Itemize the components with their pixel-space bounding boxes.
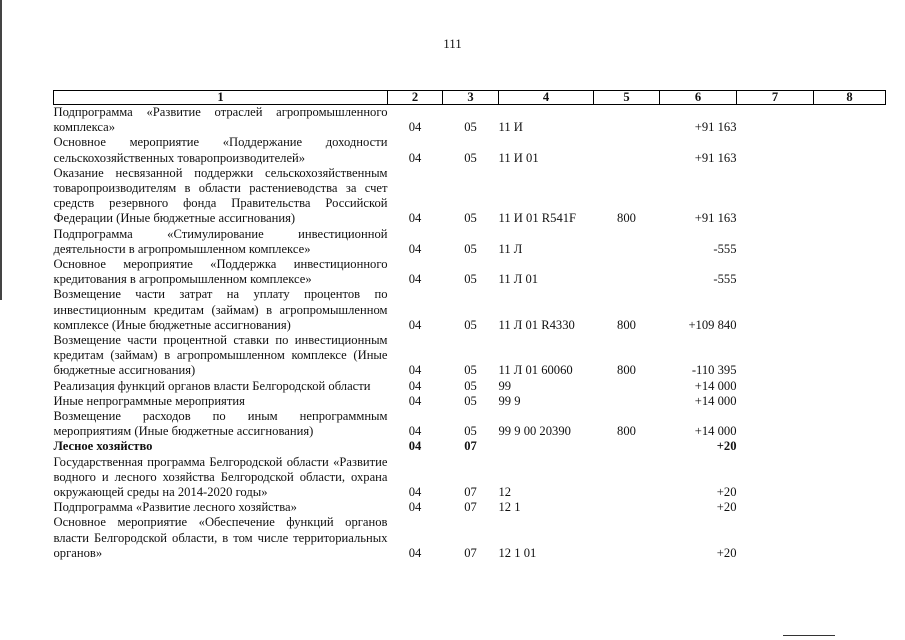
row-subsection: 05 (464, 120, 477, 135)
row-name: Основное мероприятие «Поддержание доходности сельскохозяйственных товаропроизводителей» (53, 135, 388, 165)
row-amount: +14 000 (694, 424, 737, 439)
row-amount: +91 163 (694, 211, 737, 226)
header-col-8: 8 (814, 91, 886, 105)
row-amount: +20 (716, 545, 737, 560)
table-row (54, 333, 886, 379)
row-col-8 (814, 439, 886, 454)
row-target-article: 11 Л (498, 241, 523, 256)
table-row (54, 394, 886, 409)
row-section: 04 (408, 393, 422, 408)
row-section: 04 (408, 378, 422, 393)
row-expense-type (594, 394, 660, 409)
row-amount: +14 000 (694, 378, 737, 393)
table-row (54, 257, 886, 287)
row-col-7 (737, 287, 814, 333)
row-expense-type (594, 135, 660, 165)
table-body (54, 105, 886, 562)
row-expense-type (594, 500, 660, 515)
header-col-4: 4 (499, 91, 594, 105)
row-col-8 (814, 500, 886, 515)
table-row (54, 515, 886, 561)
row-subsection: 07 (464, 485, 477, 500)
row-col-7 (737, 105, 814, 136)
row-name: Возмещение части затрат на уплату процентов по инвестиционным кредитам (займам) в агропромышленном комплексе (Иные бюджетные ассигнования) (53, 287, 388, 332)
row-section: 04 (408, 317, 422, 332)
row-name: Подпрограмма «Развитие отраслей агропромышленного комплекса» (53, 105, 388, 135)
row-col-8 (814, 409, 886, 439)
header-col-1: 1 (54, 91, 388, 105)
row-amount: -555 (713, 272, 737, 287)
row-target-article: 99 (498, 378, 512, 393)
table-row (54, 439, 886, 454)
row-target-article: 12 (498, 485, 512, 500)
row-col-7 (737, 439, 814, 454)
row-target-article (499, 439, 594, 454)
row-col-7 (737, 500, 814, 515)
table-row (54, 166, 886, 227)
row-amount: +109 840 (688, 317, 737, 332)
row-section: 04 (408, 545, 422, 560)
row-section: 04 (408, 120, 422, 135)
row-col-8 (814, 227, 886, 257)
row-subsection: 05 (464, 378, 477, 393)
row-section: 04 (408, 485, 422, 500)
row-amount: +91 163 (694, 120, 737, 135)
row-col-7 (737, 135, 814, 165)
row-col-8 (814, 105, 886, 136)
row-name: Основное мероприятие «Обеспечение функций органов власти Белгородской области, в том числе территориальных органов» (53, 515, 388, 560)
row-subsection: 05 (464, 363, 477, 378)
row-col-7 (737, 515, 814, 561)
row-expense-type (594, 455, 660, 501)
row-amount: +20 (716, 439, 737, 454)
row-name: Основное мероприятие «Поддержка инвестиционного кредитования в агропромышленном комплексе» (53, 257, 388, 287)
row-name: Государственная программа Белгородской области «Развитие водного и лесного хозяйства Белгородской области, охрана окружающей среды на 2014-2020 годы» (53, 454, 388, 500)
row-name: Возмещение расходов по иным непрограммным мероприятиям (Иные бюджетные ассигнования) (53, 409, 388, 439)
row-section: 04 (408, 424, 422, 439)
row-name: Лесное хозяйство (53, 439, 153, 454)
scan-bottom-mark (783, 635, 835, 636)
row-subsection: 05 (464, 272, 477, 287)
row-col-7 (737, 455, 814, 501)
row-col-7 (737, 257, 814, 287)
row-col-8 (814, 379, 886, 394)
row-name: Оказание несвязанной поддержки сельскохозяйственным товаропроизводителям в области растениеводства за счет средств резервного фонда Правительства Российской Федерации (Иные бюджетные ассигнования) (53, 165, 388, 226)
row-name: Подпрограмма «Развитие лесного хозяйства» (53, 500, 297, 515)
row-expense-type (594, 227, 660, 257)
row-section: 04 (408, 150, 422, 165)
row-col-7 (737, 166, 814, 227)
row-subsection: 05 (464, 241, 477, 256)
table-row (54, 227, 886, 257)
row-target-article: 99 9 00 20390 (498, 424, 571, 439)
row-target-article: 11 Л 01 60060 (498, 363, 573, 378)
row-subsection: 05 (464, 424, 477, 439)
row-target-article: 11 Л 01 (498, 272, 539, 287)
row-col-8 (814, 333, 886, 379)
row-name: Реализация функций органов власти Белгородской области (53, 378, 371, 393)
row-amount: +14 000 (694, 393, 737, 408)
row-expense-type: 800 (617, 211, 636, 226)
row-expense-type (594, 105, 660, 136)
row-amount: +20 (716, 485, 737, 500)
row-col-8 (814, 515, 886, 561)
row-target-article: 11 И 01 R541F (498, 211, 577, 226)
row-col-7 (737, 227, 814, 257)
row-section: 04 (408, 241, 422, 256)
row-expense-type (594, 379, 660, 394)
table-row (54, 455, 886, 501)
header-col-7: 7 (737, 91, 814, 105)
table-header-row (54, 91, 886, 105)
header-col-3: 3 (443, 91, 499, 105)
budget-table (53, 90, 886, 561)
row-expense-type (594, 257, 660, 287)
header-col-5: 5 (594, 91, 660, 105)
row-subsection: 05 (464, 393, 477, 408)
row-target-article: 11 Л 01 R4330 (498, 317, 575, 332)
row-section: 04 (408, 211, 422, 226)
header-col-2: 2 (388, 91, 443, 105)
row-target-article: 99 9 (498, 393, 521, 408)
row-expense-type (594, 439, 660, 454)
row-subsection: 07 (464, 439, 477, 454)
row-amount: +20 (716, 500, 737, 515)
row-target-article: 12 1 01 (498, 545, 537, 560)
table-row (54, 500, 886, 515)
row-subsection: 05 (464, 317, 477, 332)
table-row (54, 287, 886, 333)
row-subsection: 05 (464, 150, 477, 165)
table-row (54, 379, 886, 394)
row-amount: -555 (713, 241, 737, 256)
row-col-8 (814, 394, 886, 409)
row-col-8 (814, 135, 886, 165)
table-row (54, 105, 886, 136)
row-expense-type: 800 (617, 363, 636, 378)
row-subsection: 07 (464, 500, 477, 515)
row-target-article: 12 1 (498, 500, 521, 515)
row-expense-type (594, 515, 660, 561)
row-amount: -110 395 (691, 363, 737, 378)
row-expense-type: 800 (617, 317, 636, 332)
row-section: 04 (408, 500, 422, 515)
table-row (54, 409, 886, 439)
row-amount: +91 163 (694, 150, 737, 165)
row-subsection: 05 (464, 211, 477, 226)
row-target-article: 11 И (498, 120, 523, 135)
row-col-8 (814, 455, 886, 501)
row-name: Подпрограмма «Стимулирование инвестиционной деятельности в агропромышленном комплексе» (53, 226, 388, 256)
row-target-article: 11 И 01 (498, 150, 539, 165)
row-section: 04 (408, 272, 422, 287)
row-col-8 (814, 287, 886, 333)
row-name: Иные непрограммные мероприятия (53, 393, 245, 408)
row-section: 04 (408, 439, 422, 454)
row-col-8 (814, 257, 886, 287)
row-name: Возмещение части процентной ставки по инвестиционным кредитам (займам) в агропромышленном комплексе (Иные бюджетные ассигнования) (53, 333, 388, 378)
row-col-7 (737, 379, 814, 394)
row-col-7 (737, 333, 814, 379)
row-col-7 (737, 409, 814, 439)
row-section: 04 (408, 363, 422, 378)
row-subsection: 07 (464, 545, 477, 560)
row-col-8 (814, 166, 886, 227)
header-col-6: 6 (660, 91, 737, 105)
row-col-7 (737, 394, 814, 409)
table-row (54, 135, 886, 165)
row-expense-type: 800 (617, 424, 636, 439)
page-number: 111 (443, 36, 462, 51)
